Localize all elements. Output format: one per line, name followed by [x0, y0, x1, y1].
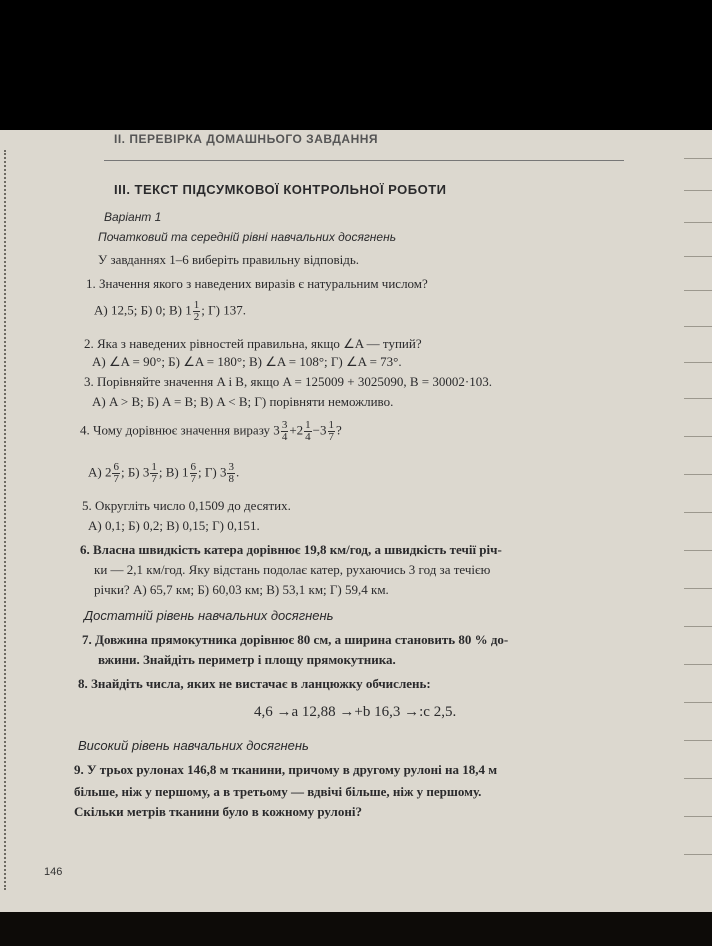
answer-4d: ; Г) 3: [198, 464, 227, 480]
notebook-spiral: [4, 150, 20, 890]
answer-4c: ; В) 1: [158, 464, 189, 480]
level-label-1: Початковий та середній рівні навчальних досягнень: [98, 230, 397, 244]
question-5: 5. Округліть число 0,1509 до десятих.: [82, 498, 291, 513]
fraction: $\frac{6}{7}$: [113, 461, 119, 485]
question-4-text: 4. Чому дорівнює значення виразу 3: [80, 422, 280, 438]
answer-4b: ; Б) 3: [120, 464, 150, 480]
question-7-line-2: вжини. Знайдіть периметр і площу прямокутника.: [98, 652, 396, 667]
answers-2: А) ∠A = 90°; Б) ∠A = 180°; В) ∠A = 108°; Г) ∠A = 73°.: [92, 354, 402, 369]
page-number: 146: [44, 866, 63, 878]
heading-divider: [104, 160, 624, 161]
margin-lines: [672, 130, 712, 912]
answers-3: А) A > B; Б) A = B; В) A < B; Г) порівняти неможливо.: [92, 394, 394, 409]
question-6-line-2: ки — 2,1 км/год. Яку відстань подолає катер, рухаючись 3 год за течією: [94, 562, 491, 577]
black-top-area: [0, 0, 712, 130]
answers-5: А) 0,1; Б) 0,2; В) 0,15; Г) 0,151.: [88, 518, 260, 533]
fraction: $\frac{3}{8}$: [228, 461, 234, 485]
section-heading-3: III. ТЕКСТ ПІДСУМКОВОЇ КОНТРОЛЬНОЇ РОБОТИ: [114, 182, 447, 197]
question-8: 8. Знайдіть числа, яких не вистачає в ланцюжку обчислень:: [78, 676, 431, 691]
question-7-line-1: 7. Довжина прямокутника дорівнює 80 см, а ширина становить 80 % до-: [82, 632, 509, 647]
question-1: 1. Значення якого з наведених виразів є натуральним числом?: [86, 276, 428, 291]
answers-1-text: А) 12,5; Б) 0; В) 1: [94, 302, 192, 318]
instruction: У завданнях 1–6 виберіть правильну відповідь.: [98, 252, 360, 267]
fraction: $\frac{3}{4}$: [281, 419, 288, 443]
answer-4a: А) 2: [88, 464, 112, 480]
question-9-line-3: Скільки метрів тканини було в кожному рулоні?: [74, 804, 362, 819]
question-8-chain: 4,6 →a 12,88 →+b 16,3 →:c 2,5.: [254, 704, 457, 720]
question-9-line-1: 9. У трьох рулонах 146,8 м тканини, причому в другому рулоні на 18,4 м: [74, 762, 498, 777]
section-heading-2: II. ПЕРЕВІРКА ДОМАШНЬОГО ЗАВДАННЯ: [114, 132, 379, 146]
question-4-tail: ?: [336, 422, 342, 438]
question-4: 4. Чому дорівнює значення виразу 3 $\frac{3}{4}$ +2 $\frac{1}{4}$ −3 $\frac{1}{7}$ ?: [80, 419, 342, 443]
question-6-line-3: річки? А) 65,7 км; Б) 60,03 км; В) 53,1 км; Г) 59,4 км.: [94, 582, 389, 597]
question-6-line-1: 6. Власна швидкість катера дорівнює 19,8 км/год, а швидкість течії річ-: [80, 542, 502, 557]
question-2: 2. Яка з наведених рівностей правильна, якщо ∠A — тупий?: [84, 336, 422, 351]
level-label-3: Високий рівень навчальних досягнень: [78, 738, 309, 753]
book-page: [0, 130, 712, 912]
variant-label: Варіант 1: [104, 210, 162, 224]
question-9-line-2: більше, ніж у першому, а в третьому — вдвічі більше, ніж у першому.: [74, 784, 482, 799]
answers-1-tail: ; Г) 137.: [201, 302, 246, 318]
level-label-2: Достатній рівень навчальних досягнень: [84, 608, 334, 623]
fraction: $\frac{1}{2}$: [193, 299, 200, 323]
fraction: $\frac{1}{4}$: [305, 419, 311, 443]
black-bottom-area: [0, 912, 712, 946]
answers-4: [88, 462, 239, 485]
fraction: $\frac{1}{7}$: [151, 461, 157, 485]
fraction: $\frac{1}{7}$: [328, 419, 334, 443]
answer-4-end: .: [235, 464, 240, 480]
fraction: $\frac{6}{7}$: [190, 461, 196, 485]
question-3: 3. Порівняйте значення A і B, якщо A = 125009 + 3025090, B = 30002·103.: [84, 374, 492, 389]
answers-1: [94, 300, 246, 323]
